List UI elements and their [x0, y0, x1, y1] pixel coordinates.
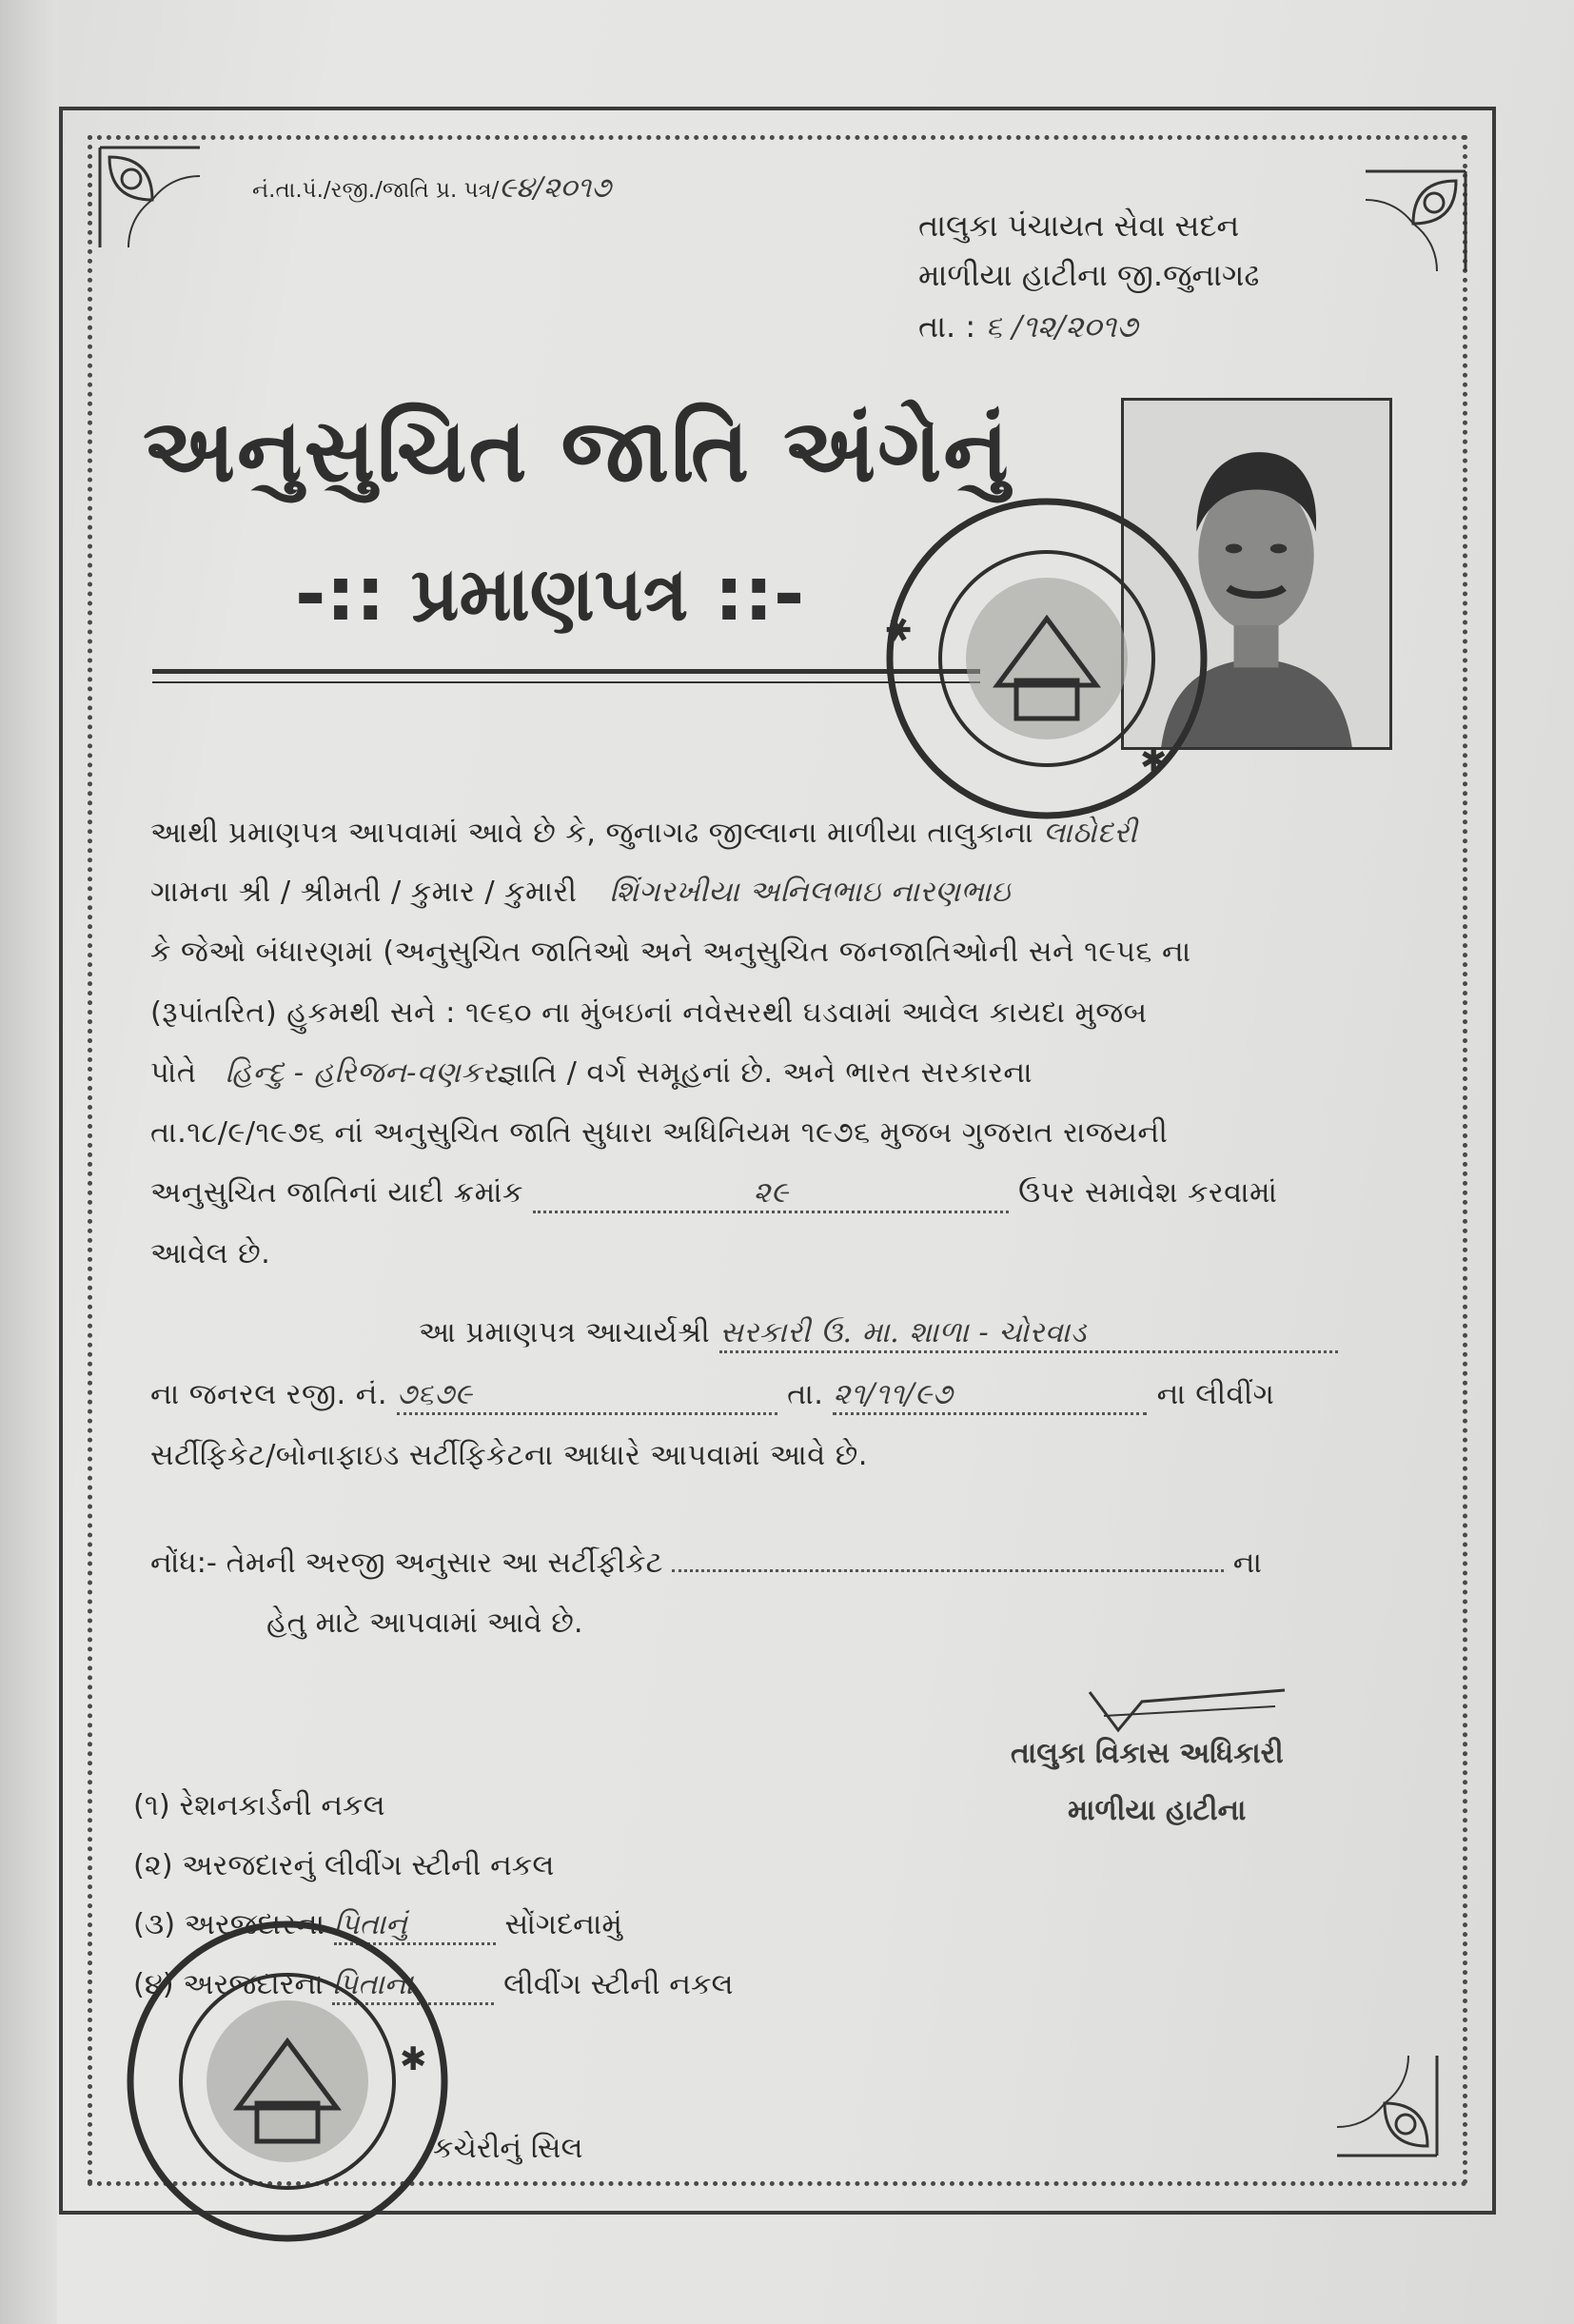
- title-underline-thin: [152, 681, 980, 683]
- enclosure-4-suffix: લીવીંગ સ્ટીની નકલ: [503, 1968, 734, 2001]
- signatory-place: માળીયા હાટીના: [1068, 1794, 1247, 1827]
- body-text-district: આથી પ્રમાણપત્ર આપવામાં આવે છે કે, જુનાગઢ જીલ્લાના માળીયા તાલુકાના: [150, 817, 1033, 850]
- office-date-line: [918, 303, 1137, 350]
- reference-label: નં.તા.પં./રજી./જાતિ પ્ર. પત્ર/: [252, 178, 500, 203]
- enclosure-3-suffix: સોંગદનામું: [504, 1908, 622, 1941]
- date-label: તા. :: [918, 308, 976, 345]
- corner-ornament-bottom-right: [1328, 2046, 1442, 2160]
- official-seal-top: [877, 495, 1211, 823]
- note-label: નોંધ:- તેમની અરજી અનુસાર આ સર્ટીફીકેટ: [150, 1546, 663, 1580]
- body-line-9: [419, 1316, 1338, 1353]
- register-number: ૭૬૭૯: [397, 1378, 777, 1415]
- body-text-list: અનુસુચિત જાતિનાં યાદી ક્રમાંક: [150, 1176, 523, 1210]
- officer-signature: [1085, 1683, 1294, 1740]
- body-text-leaving: ના લીવીંગ: [1156, 1378, 1275, 1411]
- body-text-date-label: તા.: [787, 1378, 824, 1411]
- body-text-self: પોતે: [150, 1056, 197, 1090]
- enclosure-1: (૧) રેશનકાર્ડની નકલ: [133, 1789, 385, 1822]
- body-line-4: (રૂપાંતરિત) હુકમથી સને : ૧૯૬૦ ના મુંબઇનાં નવેસરથી ઘડવામાં આવેલ કાયદા મુજબ: [150, 996, 1148, 1030]
- body-line-6: તા.૧૮/૯/૧૯૭૬ નાં અનુસુચિત જાતિ સુધારા અધિનિયમ ૧૯૭૬ મુજબ ગુજરાત રાજયની: [150, 1116, 1169, 1150]
- body-line-11: સર્ટીફિકેટ/બોનાફાઇડ સર્ટીફિકેટના આધારે આપવામાં આવે છે.: [150, 1439, 868, 1472]
- enclosure-3-prefix: (૩) અરજદારના: [133, 1908, 325, 1941]
- office-line-2: માળીયા હાટીના જી.જુનાગઢ: [918, 257, 1260, 293]
- certificate-title: અનુસુચિત જાતિ અંગેનું: [143, 400, 1011, 502]
- body-text-caste-group: જ્ઞાતિ / વર્ગ સમૂહનાં છે. અને ભારત સરકારના: [497, 1056, 1033, 1090]
- enclosure-4-prefix: (૪) અરજદારના: [133, 1968, 324, 2001]
- body-line-2: [150, 876, 1011, 910]
- note-line-2: હેતુ માટે આપવામાં આવે છે.: [266, 1606, 583, 1640]
- caste-name: હિન્દુ - હરિજન-વણકર: [225, 1056, 498, 1090]
- body-text-salutation: ગામના શ્રી / શ્રીમતી / કુમાર / કુમારી: [150, 876, 578, 909]
- body-line-7: [150, 1176, 1277, 1213]
- body-line-5: [150, 1056, 1033, 1091]
- corner-ornament-top-right: [1356, 167, 1470, 281]
- enclosure-2: (૨) અરજદારનું લીવીંગ સ્ટીની નકલ: [133, 1849, 555, 1882]
- list-number-field: [533, 1176, 1009, 1213]
- body-text-included: ઉપર સમાવેશ કરવામાં: [1018, 1176, 1278, 1210]
- scan-edge-shadow: [0, 0, 57, 2324]
- list-number: ૨૯: [753, 1176, 789, 1210]
- svg-text:✱: ✱: [400, 2040, 427, 2078]
- note-line-1: [150, 1546, 1262, 1581]
- applicant-name: શિંગરખીયા અનિલભાઇ નારણભાઇ: [609, 876, 1011, 909]
- note-suffix: ના: [1232, 1546, 1262, 1580]
- register-date: ૨૧/૧૧/૯૭: [833, 1378, 1147, 1415]
- body-line-10: [150, 1378, 1274, 1415]
- body-text-principal: આ પ્રમાણપત્ર આચાર્યશ્રી: [419, 1316, 711, 1349]
- school-name: સરકારી ઉ. મા. શાળા - ચોરવાડ: [719, 1316, 1338, 1353]
- reference-line: [252, 171, 611, 205]
- svg-text:✱: ✱: [877, 607, 921, 655]
- official-seal-bottom: [124, 1918, 452, 2246]
- reference-number: ૯૪/૨૦૧૭: [499, 171, 612, 205]
- signatory-title: તાલુકા વિકાસ અધિકારી: [1011, 1737, 1284, 1770]
- body-line-1: [150, 817, 1137, 851]
- corner-ornament-top-left: [95, 143, 209, 257]
- enclosure-4-fill: પિતાના: [332, 1968, 494, 2005]
- body-line-3: કે જેઓ બંધારણમાં (અનુસુચિત જાતિઓ અને અનુસુચિત જનજાતિઓની સને ૧૯૫૬ ના: [150, 936, 1191, 969]
- office-line-1: તાલુકા પંચાયત સેવા સદન: [918, 207, 1240, 244]
- body-text-register: ના જનરલ રજી. નં.: [150, 1378, 387, 1411]
- issue-date: ૬ /૧૨/૨૦૧૭: [985, 308, 1138, 345]
- title-underline: [152, 669, 980, 674]
- enclosure-3-fill: પિતાનું: [334, 1908, 496, 1945]
- enclosure-5: કચેરીનું સિલ: [433, 2132, 583, 2165]
- body-line-8: આવેલ છે.: [150, 1237, 271, 1270]
- village-name: લાઠોદરી: [1043, 817, 1138, 850]
- svg-text:✱: ✱: [1140, 741, 1168, 779]
- certificate-subtitle: -:: પ્રમાણપત્ર ::-: [295, 552, 805, 638]
- note-purpose-field: [672, 1569, 1224, 1572]
